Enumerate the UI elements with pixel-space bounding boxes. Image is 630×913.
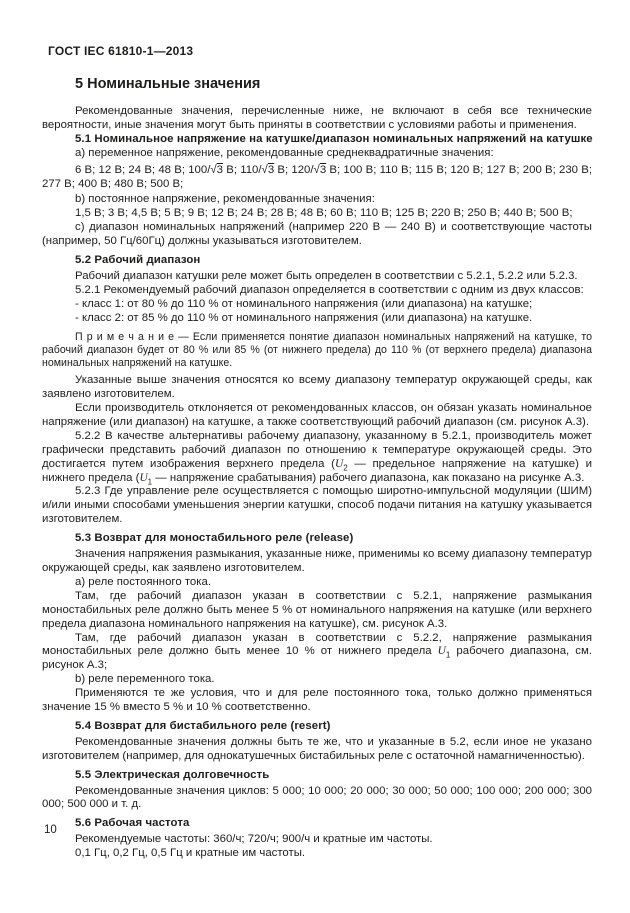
paragraph: Рекомендованные значения, перечисленные ниже, не включают в себя все технические вероятности, иные значения могут быть приняты в соответствии с условиями работы и применения. bbox=[42, 105, 592, 131]
paragraph: Там, где рабочий диапазон указан в соответствии с 5.2.2, напряжение размыкания моностабильных реле должно быть менее 10 % от нижнего предела $U_1$ рабочего диапазона, см. рисунок А.3; bbox=[42, 631, 592, 672]
paragraph: Указанные выше значения относятся ко всему диапазону температур окружающей среды, как заявлено изготовителем. bbox=[42, 374, 592, 401]
paragraph: Применяются те же условия, что и для реле постоянного тока, только должно применяться значение 15 % вместо 5 % и 10 % соответственно. bbox=[42, 687, 592, 714]
paragraph: - класс 1: от 80 % до 110 % от номинального напряжения (или диапазона) на катушке; bbox=[75, 297, 533, 310]
sqrt-expression: √3 bbox=[313, 163, 327, 176]
paragraph: Рекомендуемые частоты: 360/ч; 720/ч; 900/ч и кратные им частоты. bbox=[75, 833, 433, 846]
paragraph: Рекомендованные значения должны быть те же, что и указанные в 5.2, если иное не указано изготовителем (например, для однокатушечных бистабильных реле с остаточной намагниченностью). bbox=[42, 735, 592, 762]
paragraph: 1,5 В; 3 В; 4,5 В; 5 В; 9 В; 12 В; 24 В; 28 В; 48 В; 60 В; 110 В; 125 В; 220 В; 250 В; 440 В; 500 В; bbox=[75, 207, 573, 220]
variable-symbol: U bbox=[334, 457, 344, 470]
page-number: 10 bbox=[44, 824, 57, 836]
paragraph: b) реле переменного тока. bbox=[75, 673, 215, 686]
chapter-title: 5 Номинальные значения bbox=[75, 76, 261, 92]
section-heading: 5.6 Рабочая частота bbox=[75, 817, 190, 830]
document-standard-number: ГОСТ IEC 61810-1—2013 bbox=[48, 44, 194, 58]
paragraph: Значения напряжения размыкания, указанные ниже, применимы ко всему диапазону температур окружающей среды, как заявлено изготовителем. bbox=[42, 548, 592, 574]
paragraph: 5.2.2 В качестве альтернативы рабочему диапазону, указанному в 5.2.1, производитель может графически представить рабочий диапазон по отношению к температуре окружающей среды. Это достигается путем изображения верхнего предела ($U_2$ — предельное напряжение на катушке) и нижнего предела ($U_1$ — напряжение срабатывания) рабочего диапазона, как показано на рисунке А.3. bbox=[42, 429, 592, 486]
paragraph: b) постоянное напряжение, рекомендованные значения: bbox=[75, 193, 375, 206]
variable-symbol: U bbox=[437, 645, 446, 658]
paragraph: 6 В; 12 В; 24 В; 48 В; 100/√3 В; 110/√3 В; 120/√3 В; 100 В; 110 В; 115 В; 120 В; 127 В; 200 В; 230 В; 277 В; 400 В; 480 В; 500 В; bbox=[42, 163, 592, 190]
paragraph: Рекомендованные значения циклов: 5 000; 10 000; 20 000; 30 000; 50 000; 100 000; 200 000; 300 000; 500 000 и т. д. bbox=[42, 784, 592, 811]
paragraph: а) переменное напряжение, рекомендованные среднеквадратичные значения: bbox=[75, 146, 494, 159]
paragraph: 5.2.1 Рекомендуемый рабочий диапазон определяется в соответствии с одним из двух классов: bbox=[75, 283, 584, 296]
sqrt-expression: √3 bbox=[261, 163, 275, 176]
paragraph: Там, где рабочий диапазон указан в соответствии с 5.2.1, напряжение размыкания моностабильных реле должно быть менее 5 % от номинального напряжения на катушке (или верхнего предела диапазона номинального напряжения на катушке), см. рисунок А.3. bbox=[42, 589, 592, 630]
section-heading: 5.2 Рабочий диапазон bbox=[75, 254, 201, 267]
paragraph: 5.2.3 Где управление реле осуществляется с помощью широтно-импульсной модуляции (ШИМ) и/или иными способами уменьшения энергии катушки, способ подачи питания на катушку указывается изготовителем. bbox=[42, 485, 592, 526]
paragraph: Если производитель отклоняется от рекомендованных классов, он обязан указать номинальное напряжение (или диапазон) на катушке, а также соответствующий рабочий диапазон (см. рисунок А.3). bbox=[42, 402, 592, 428]
section-heading: 5.3 Возврат для моностабильного реле (release) bbox=[75, 532, 354, 545]
variable-symbol: U bbox=[139, 471, 148, 484]
note-paragraph: П р и м е ч а н и е — Если применяется понятие диапазон номинальных напряжений на катушке, то рабочий диапазон будет от 80 % или 85 % (от нижнего предела) до 110 % (от верхнего предела) диапазона номинальных напряжений на катушке. bbox=[42, 330, 592, 369]
paragraph: 0,1 Гц, 0,2 Гц, 0,5 Гц и кратные им частоты. bbox=[75, 847, 306, 860]
section-heading: 5.4 Возврат для бистабильного реле (resert) bbox=[75, 719, 331, 732]
section-heading: 5.1 Номинальное напряжение на катушке/диапазон номинальных напряжений на катушке bbox=[75, 132, 593, 145]
paragraph: с) диапазон номинальных напряжений (например 220 В — 240 В) и соответствующие частоты (например, 50 Гц/60Гц) должны указываться изготовителем. bbox=[42, 221, 592, 248]
paragraph: а) реле постоянного тока. bbox=[75, 575, 211, 588]
document-body bbox=[42, 105, 592, 861]
section-heading: 5.5 Электрическая долговечность bbox=[75, 768, 270, 781]
sqrt-expression: √3 bbox=[210, 163, 223, 176]
paragraph: - класс 2: от 85 % до 110 % от номинального напряжения (или диапазона) на катушке. bbox=[75, 311, 533, 324]
paragraph: Рабочий диапазон катушки реле может быть определен в соответствии с 5.2.1, 5.2.2 или 5.2.3. bbox=[75, 269, 578, 282]
